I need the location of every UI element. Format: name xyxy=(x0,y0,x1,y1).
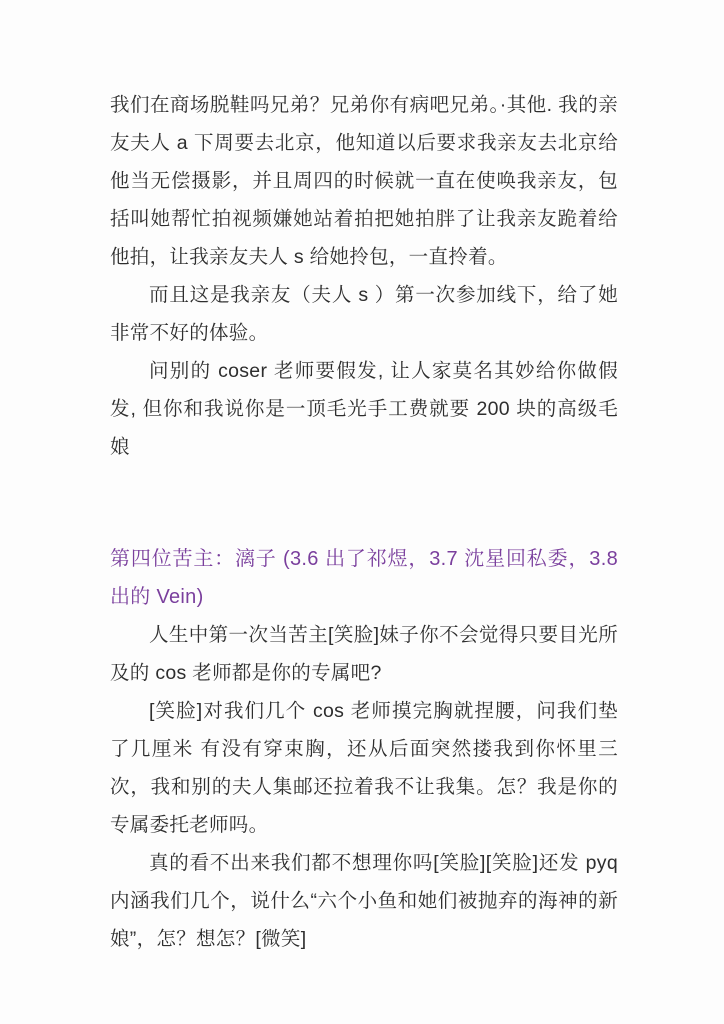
body-paragraph: 问别的 coser 老师要假发, 让人家莫名其妙给你做假发, 但你和我说你是一顶毛光手工费就要 200 块的高级毛娘 xyxy=(110,360,618,458)
body-paragraph: 我们在商场脱鞋吗兄弟？兄弟你有病吧兄弟。·其他. 我的亲友夫人 a 下周要去北京，他知道以后要求我亲友去北京给他当无偿摄影，并且周四的时候就一直在使唤我亲友，包括叫她帮忙拍视频嫌她站着拍把她拍胖了让我亲友跪着给他拍，让我亲友夫人 s 给她拎包，一直拎着。 xyxy=(110,94,618,268)
document-content xyxy=(110,86,618,958)
body-paragraph: 而且这是我亲友（夫人 s ）第一次参加线下，给了她非常不好的体验。 xyxy=(110,284,618,344)
body-paragraph: 真的看不出来我们都不想理你吗[笑脸][笑脸]还发 pyq 内涵我们几个，说什么“六个小鱼和她们被抛弃的海神的新娘”，怎？想怎？[微笑] xyxy=(110,852,618,950)
body-paragraph: [笑脸]对我们几个 cos 老师摸完胸就捏腰，问我们垫了几厘米 有没有穿束胸，还从后面突然搂我到你怀里三次，我和别的夫人集邮还拉着我不让我集。怎？我是你的专属委托老师吗。 xyxy=(110,700,618,836)
section-heading: 第四位苦主：漓子 (3.6 出了祁煜，3.7 沈星回私委，3.8 出的 Vein) xyxy=(110,548,618,608)
body-paragraph: 人生中第一次当苦主[笑脸]妹子你不会觉得只要目光所及的 cos 老师都是你的专属吧? xyxy=(110,624,618,684)
